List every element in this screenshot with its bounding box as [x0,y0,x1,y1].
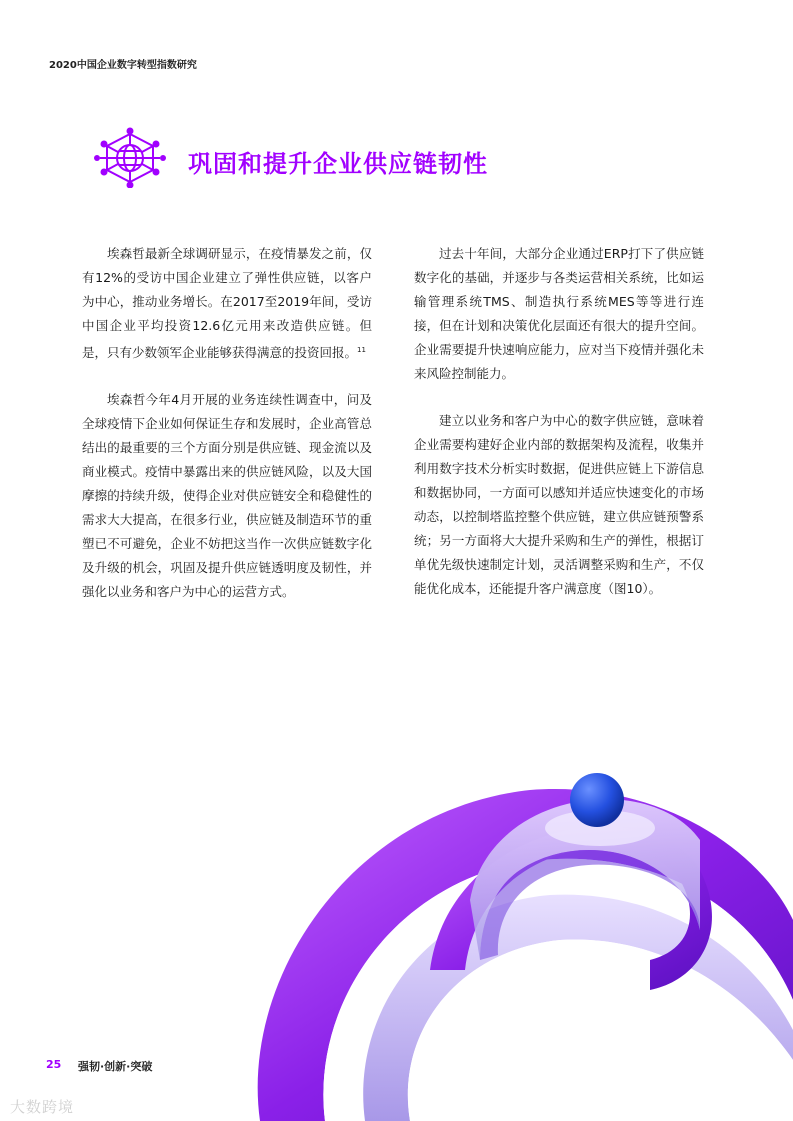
globe-network-icon [93,126,167,188]
watermark: 大数跨境 [10,1098,75,1116]
paragraph: 埃森哲最新全球调研显示，在疫情暴发之前，仅有12%的受访中国企业建立了弹性供应链，以客户为中心，推动业务增长。在2017至2019年间，受访中国企业平均投资12.6亿元用来改造供应链。但是，只有少数领军企业能够获得满意的投资回报。$^{11}$ [82,246,372,361]
paragraph: 埃森哲今年4月开展的业务连续性调查中，问及全球疫情下企业如何保证生存和发展时，企业高管总结出的最重要的三个方面分别是供应链、现金流以及商业模式。疫情中暴露出来的供应链风险，以及大国摩擦的持续升级，使得企业对供应链安全和稳健性的需求大大提高，在很多行业，供应链及制造环节的重塑已不可避免，企业不妨把这当作一次供应链数字化及升级的机会，巩固及提升供应链透明度及韧性，并强化以业务和客户为中心的运营方式。 [82,392,372,600]
paragraph: 过去十年间，大部分企业通过ERP打下了供应链数字化的基础，并逐步与各类运营相关系统，比如运输管理系统TMS、制造执行系统MES等等进行连接，但在计划和决策优化层面还有很大的提升空间。企业需要提升快速响应能力，应对当下疫情并强化未来风险控制能力。 [414,246,704,381]
footnote-marker: 11 [357,346,366,354]
concentric-rings-illustration [230,700,793,1121]
right-column [414,242,704,624]
section-title: 巩固和提升企业供应链韧性 [188,150,488,178]
report-title: 2020中国企业数字转型指数研究 [49,60,197,71]
left-column [82,242,372,627]
footer-tagline: 强韧·创新·突破 [78,1060,153,1073]
page-number: 25 [46,1058,62,1071]
paragraph: 建立以业务和客户为中心的数字供应链，意味着企业需要构建好企业内部的数据架构及流程，收集并利用数字技术分析实时数据，促进供应链上下游信息和数据协同，一方面可以感知并适应快速变化的市场动态，以控制塔监控整个供应链，建立供应链预警系统；另一方面将大大提升采购和生产的弹性，根据订单优先级快速制定计划，灵活调整采购和生产，不仅能优化成本，还能提升客户满意度（图10）。 [414,413,704,596]
